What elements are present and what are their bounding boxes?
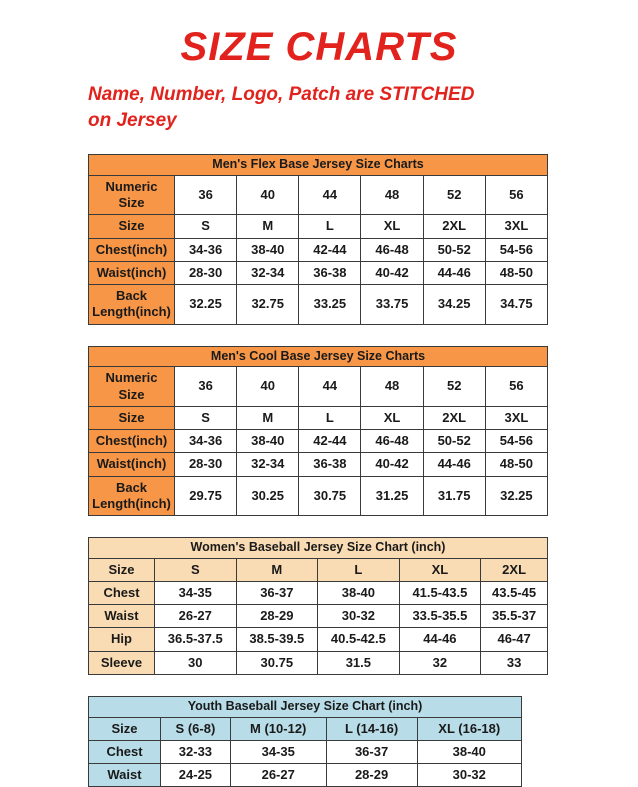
- value-cell: 54-56: [485, 430, 547, 453]
- value-cell: S: [175, 215, 237, 238]
- value-cell: M: [237, 406, 299, 429]
- table-title-row: [89, 346, 548, 367]
- value-cell: 36-38: [299, 261, 361, 284]
- value-cell: 30.25: [237, 476, 299, 516]
- row-label: Numeric Size: [89, 175, 175, 215]
- table-header-row: [89, 558, 548, 581]
- value-cell: 48: [361, 367, 423, 407]
- table-row: [89, 740, 522, 763]
- value-cell: 30-32: [318, 605, 400, 628]
- value-cell: 26-27: [230, 764, 326, 787]
- value-cell: 46-48: [361, 238, 423, 261]
- row-label: Back Length(inch): [89, 285, 175, 325]
- value-cell: 28-30: [175, 453, 237, 476]
- value-cell: 40-42: [361, 261, 423, 284]
- row-label: Size: [89, 215, 175, 238]
- value-cell: 50-52: [423, 430, 485, 453]
- size-header-cell: XL (16-18): [417, 717, 521, 740]
- value-cell: 38-40: [237, 238, 299, 261]
- value-cell: 35.5-37: [481, 605, 548, 628]
- row-label: Numeric Size: [89, 367, 175, 407]
- value-cell: 44: [299, 175, 361, 215]
- size-header-cell: L: [318, 558, 400, 581]
- value-cell: 34-36: [175, 430, 237, 453]
- value-cell: 34.25: [423, 285, 485, 325]
- value-cell: 44-46: [399, 628, 481, 651]
- value-cell: 40.5-42.5: [318, 628, 400, 651]
- row-label: Size: [89, 406, 175, 429]
- value-cell: 36: [175, 175, 237, 215]
- table-row: [89, 430, 548, 453]
- table-row: [89, 628, 548, 651]
- value-cell: 24-25: [161, 764, 231, 787]
- size-header-cell: S: [155, 558, 237, 581]
- table-row: [89, 261, 548, 284]
- value-cell: 52: [423, 367, 485, 407]
- row-label: Hip: [89, 628, 155, 651]
- value-cell: 2XL: [423, 406, 485, 429]
- table-header-row: [89, 717, 522, 740]
- value-cell: 34-36: [175, 238, 237, 261]
- table-title-row: [89, 696, 522, 717]
- value-cell: 3XL: [485, 215, 547, 238]
- value-cell: 44: [299, 367, 361, 407]
- value-cell: S: [175, 406, 237, 429]
- table-title: Youth Baseball Jersey Size Chart (inch): [89, 696, 522, 717]
- row-label: Chest(inch): [89, 238, 175, 261]
- size-header-cell: M (10-12): [230, 717, 326, 740]
- row-label: Sleeve: [89, 651, 155, 674]
- row-label: Back Length(inch): [89, 476, 175, 516]
- value-cell: 56: [485, 175, 547, 215]
- value-cell: 36-37: [326, 740, 417, 763]
- value-cell: 32-33: [161, 740, 231, 763]
- size-table-mens-cool-base: [88, 346, 548, 516]
- value-cell: 36-38: [299, 453, 361, 476]
- value-cell: 36-37: [236, 581, 318, 604]
- value-cell: 43.5-45: [481, 581, 548, 604]
- table-row: [89, 367, 548, 407]
- table-row: [89, 476, 548, 516]
- value-cell: 31.25: [361, 476, 423, 516]
- size-header-cell: XL: [399, 558, 481, 581]
- value-cell: 30.75: [299, 476, 361, 516]
- value-cell: 32.25: [485, 476, 547, 516]
- value-cell: 33: [481, 651, 548, 674]
- table-title: Men's Flex Base Jersey Size Charts: [89, 155, 548, 176]
- value-cell: 26-27: [155, 605, 237, 628]
- table-row: [89, 453, 548, 476]
- table-row: [89, 175, 548, 215]
- value-cell: 38-40: [417, 740, 521, 763]
- tables-section: [88, 154, 638, 787]
- table-row: [89, 605, 548, 628]
- value-cell: 3XL: [485, 406, 547, 429]
- value-cell: 30-32: [417, 764, 521, 787]
- value-cell: 40: [237, 175, 299, 215]
- value-cell: 38-40: [318, 581, 400, 604]
- value-cell: 50-52: [423, 238, 485, 261]
- value-cell: L: [299, 215, 361, 238]
- value-cell: 28-30: [175, 261, 237, 284]
- value-cell: M: [237, 215, 299, 238]
- size-header-cell: L (14-16): [326, 717, 417, 740]
- value-cell: 34.75: [485, 285, 547, 325]
- value-cell: 46-47: [481, 628, 548, 651]
- row-label: Size: [89, 558, 155, 581]
- value-cell: 44-46: [423, 261, 485, 284]
- table-row: [89, 285, 548, 325]
- value-cell: 54-56: [485, 238, 547, 261]
- table-row: [89, 215, 548, 238]
- table-row: [89, 651, 548, 674]
- table-title-row: [89, 155, 548, 176]
- value-cell: 31.5: [318, 651, 400, 674]
- size-table-womens-baseball: [88, 537, 548, 675]
- value-cell: 30: [155, 651, 237, 674]
- value-cell: 32.25: [175, 285, 237, 325]
- value-cell: 46-48: [361, 430, 423, 453]
- value-cell: 48-50: [485, 453, 547, 476]
- value-cell: 33.75: [361, 285, 423, 325]
- table-title-row: [89, 538, 548, 559]
- table-row: [89, 406, 548, 429]
- value-cell: 41.5-43.5: [399, 581, 481, 604]
- value-cell: 29.75: [175, 476, 237, 516]
- value-cell: 32.75: [237, 285, 299, 325]
- table-title: Women's Baseball Jersey Size Chart (inch): [89, 538, 548, 559]
- row-label: Chest: [89, 581, 155, 604]
- value-cell: 32-34: [237, 453, 299, 476]
- subtitle-line-1: Name, Number, Logo, Patch are STITCHED: [88, 84, 475, 105]
- value-cell: 52: [423, 175, 485, 215]
- value-cell: 36: [175, 367, 237, 407]
- value-cell: 48: [361, 175, 423, 215]
- subtitle-line-2: on Jersey: [88, 109, 177, 131]
- row-label: Waist(inch): [89, 453, 175, 476]
- value-cell: 44-46: [423, 453, 485, 476]
- value-cell: XL: [361, 215, 423, 238]
- value-cell: 56: [485, 367, 547, 407]
- value-cell: 36.5-37.5: [155, 628, 237, 651]
- size-header-cell: 2XL: [481, 558, 548, 581]
- row-label: Waist: [89, 764, 161, 787]
- value-cell: 31.75: [423, 476, 485, 516]
- row-label: Waist(inch): [89, 261, 175, 284]
- value-cell: L: [299, 406, 361, 429]
- table-title: Men's Cool Base Jersey Size Charts: [89, 346, 548, 367]
- value-cell: 2XL: [423, 215, 485, 238]
- row-label: Chest: [89, 740, 161, 763]
- value-cell: 34-35: [155, 581, 237, 604]
- value-cell: 32-34: [237, 261, 299, 284]
- table-row: [89, 581, 548, 604]
- size-table-youth-baseball: [88, 696, 522, 787]
- table-row: [89, 764, 522, 787]
- value-cell: 42-44: [299, 238, 361, 261]
- size-header-cell: M: [236, 558, 318, 581]
- value-cell: 28-29: [326, 764, 417, 787]
- value-cell: 33.25: [299, 285, 361, 325]
- value-cell: 48-50: [485, 261, 547, 284]
- size-table-mens-flex-base: [88, 154, 548, 324]
- value-cell: 32: [399, 651, 481, 674]
- value-cell: 38.5-39.5: [236, 628, 318, 651]
- page-subtitle: [88, 82, 638, 133]
- value-cell: XL: [361, 406, 423, 429]
- row-label: Chest(inch): [89, 430, 175, 453]
- value-cell: 33.5-35.5: [399, 605, 481, 628]
- value-cell: 34-35: [230, 740, 326, 763]
- row-label: Size: [89, 717, 161, 740]
- table-row: [89, 238, 548, 261]
- value-cell: 42-44: [299, 430, 361, 453]
- size-header-cell: S (6-8): [161, 717, 231, 740]
- value-cell: 28-29: [236, 605, 318, 628]
- page-title: SIZE CHARTS: [180, 25, 458, 69]
- value-cell: 30.75: [236, 651, 318, 674]
- value-cell: 40: [237, 367, 299, 407]
- value-cell: 40-42: [361, 453, 423, 476]
- value-cell: 38-40: [237, 430, 299, 453]
- row-label: Waist: [89, 605, 155, 628]
